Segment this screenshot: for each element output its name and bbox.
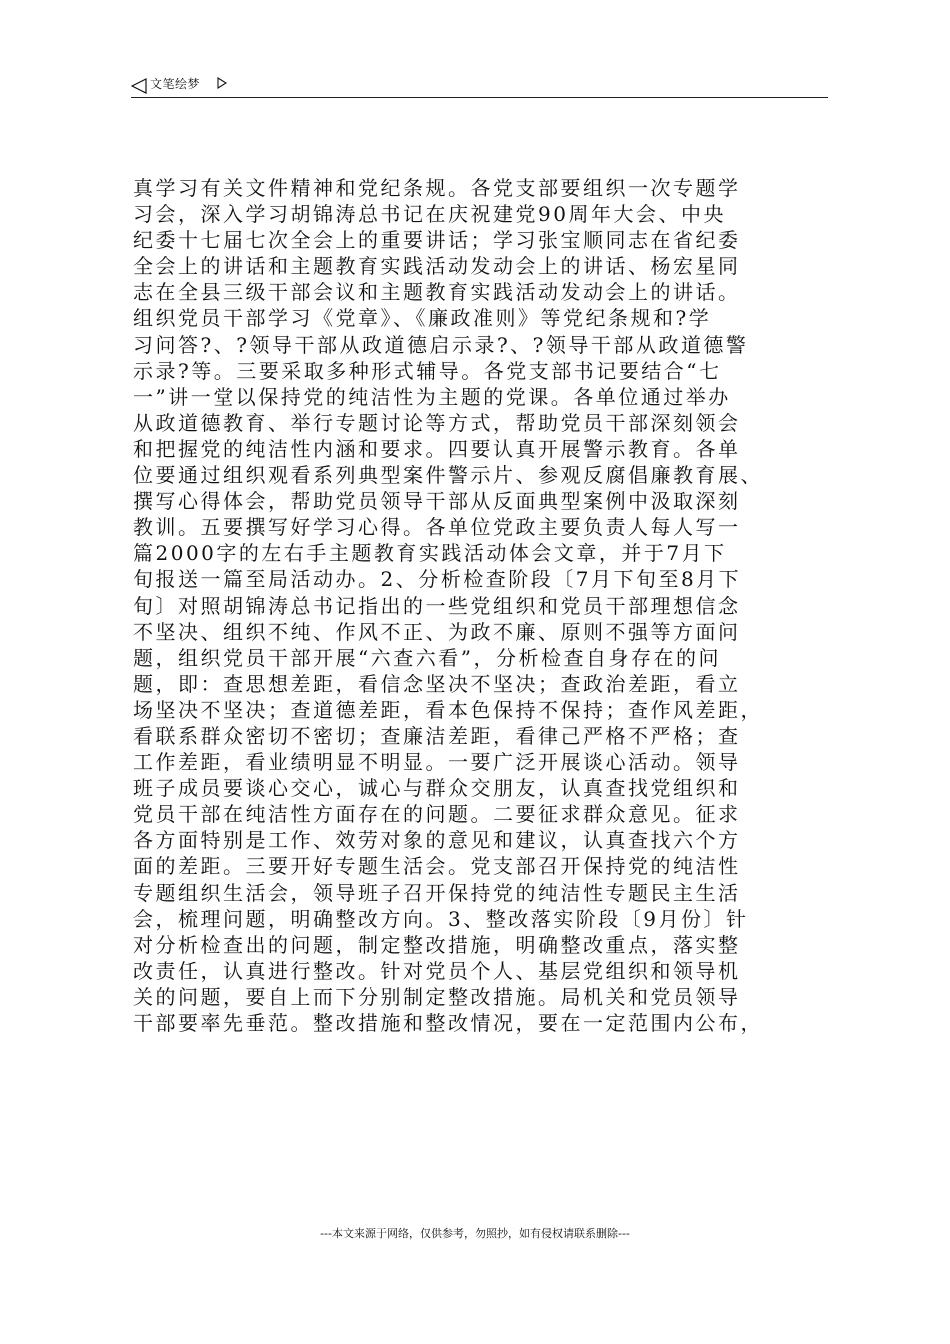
text-line: 习会，深入学习胡锦涛总书记在庆祝建党90周年大会、中央 (133, 202, 726, 227)
text-line: 组织党员干部学习《党章》、《廉政准则》等党纪条规和?学 (133, 306, 712, 331)
page-header (131, 74, 828, 98)
footer-disclaimer: ---本文来源于网络，仅供参考，勿照抄，如有侵权请联系删除--- (320, 1227, 630, 1240)
text-line: 干部要率先垂范。整改措施和整改情况，要在一定范围内公布， (133, 1011, 763, 1035)
text-line: 会，梳理问题，明确整改方向。3、整改落实阶段〔9月份〕针 (133, 906, 749, 931)
header-brand: 文笔绘梦 (150, 77, 201, 91)
text-line: 对分析检查出的问题，制定整改措施，明确整改重点，落实整 (133, 932, 741, 957)
header-divider (131, 97, 828, 98)
triangle-right-icon (217, 77, 227, 89)
text-line: 旬〕对照胡锦涛总书记指出的一些党组织和党员干部理想信念 (133, 593, 741, 618)
text-line: 示录?等。三要采取多种形式辅导。各党支部书记要结合“七 (133, 358, 722, 383)
text-line: 习问答?、?领导干部从政道德启示录?、?领导干部从政道德警 (133, 332, 749, 357)
text-line: 一”讲一堂以保持党的纯洁性为主题的党课。各单位通过举办 (133, 384, 731, 409)
text-line: 志在全县三级干部会议和主题教育实践活动发动会上的讲话。 (133, 280, 741, 305)
text-line: 场坚决不坚决；查道德差距，看本色保持不保持；查作风差距， (133, 697, 763, 722)
text-line: 题，即：查思想差距，看信念坚决不坚决；查政治差距，看立 (133, 671, 741, 696)
text-line: 和把握党的纯洁性内涵和要求。四要认真开展警示教育。各单 (133, 436, 741, 461)
text-line: 专题组织生活会，领导班子召开保持党的纯洁性专题民主生活 (133, 880, 741, 905)
text-line: 班子成员要谈心交心，诚心与群众交朋友，认真查找党组织和 (133, 776, 741, 801)
text-line: 关的问题，要自上而下分别制定整改措施。局机关和党员领导 (133, 984, 741, 1009)
text-line: 改责任，认真进行整改。针对党员个人、基层党组织和领导机 (133, 958, 741, 983)
text-line: 工作差距，看业绩明显不明显。一要广泛开展谈心活动。领导 (133, 750, 741, 775)
text-line: 不坚决、组织不纯、作风不正、为政不廉、原则不强等方面问 (133, 619, 741, 644)
text-line: 纪委十七届七次全会上的重要讲话；学习张宝顺同志在省纪委 (133, 228, 741, 253)
text-line: 撰写心得体会，帮助党员领导干部从反面典型案例中汲取深刻 (133, 489, 741, 514)
text-line: 各方面特别是工作、效劳对象的意见和建议，认真查找六个方 (133, 828, 741, 853)
text-line: 教训。五要撰写好学习心得。各单位党政主要负责人每人写一 (133, 515, 741, 540)
text-line: 面的差距。三要开好专题生活会。党支部召开保持党的纯洁性 (133, 854, 741, 879)
text-line: 党员干部在纯洁性方面存在的问题。二要征求群众意见。征求 (133, 802, 741, 827)
document-body (133, 175, 833, 1036)
text-line: 篇2000字的左右手主题教育实践活动体会文章，并于7月下 (133, 541, 727, 566)
text-line: 从政道德教育、举行专题讨论等方式，帮助党员干部深刻领会 (133, 410, 741, 435)
triangle-left-icon (131, 78, 147, 94)
text-line: 全会上的讲话和主题教育实践活动发动会上的讲话、杨宏星同 (133, 254, 741, 279)
text-line: 旬报送一篇至局活动办。2、分析检查阶段〔7月下旬至8月下 (133, 567, 742, 592)
text-line: 看联系群众密切不密切；查廉洁差距，看律己严格不严格；查 (133, 723, 741, 748)
text-line: 题，组织党员干部开展“六查六看”，分析检查自身存在的问 (133, 645, 721, 670)
text-line: 位要通过组织观看系列典型案件警示片、参观反腐倡廉教育展、 (133, 463, 763, 488)
text-line: 真学习有关文件精神和党纪条规。各党支部要组织一次专题学 (133, 176, 741, 200)
